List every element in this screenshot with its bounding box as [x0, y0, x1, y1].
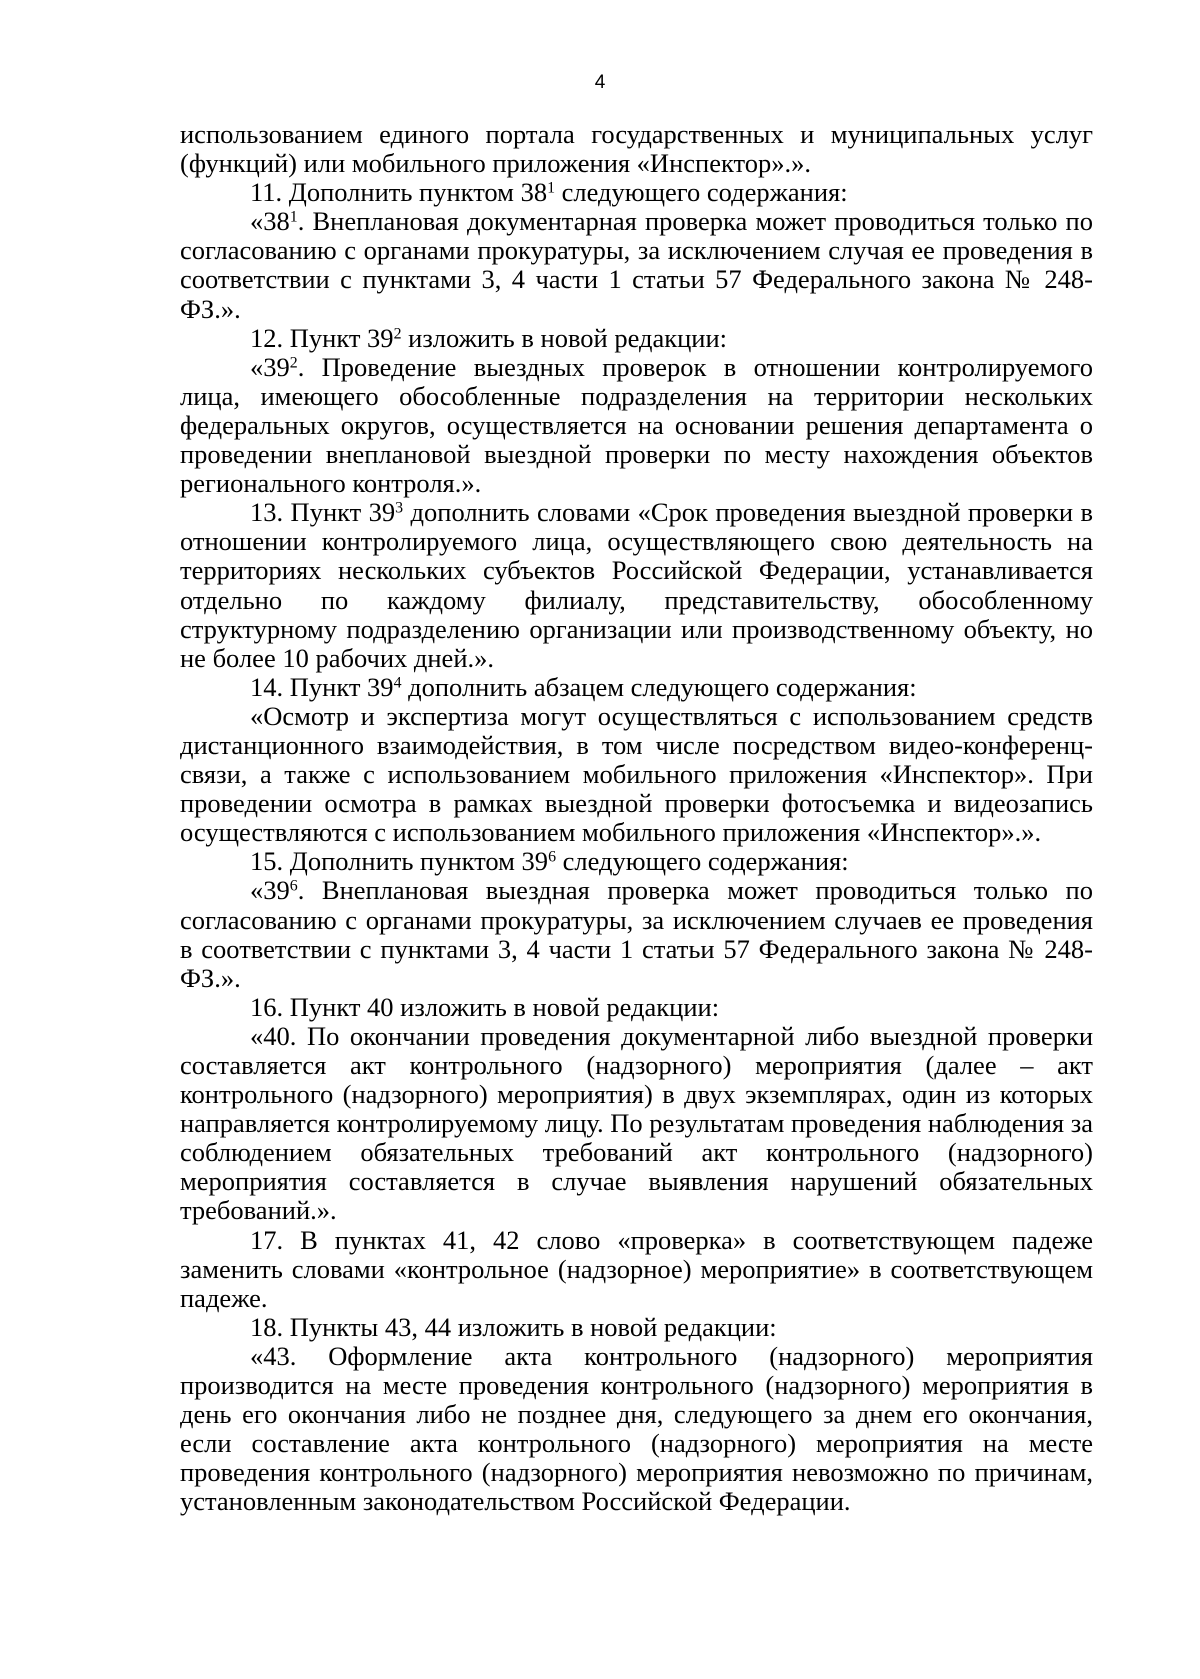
superscript: 4 [393, 674, 402, 692]
page-number: 4 [594, 72, 606, 93]
text-run: следующего содержания: [555, 177, 848, 208]
text-run: 13. Пункт 39 [250, 497, 396, 528]
paragraph [180, 702, 1093, 847]
paragraph [180, 207, 1093, 323]
superscript: 3 [395, 499, 404, 517]
text-run: дополнить абзацем следующего содержания: [401, 671, 917, 702]
paragraph [180, 1226, 1093, 1313]
superscript: 2 [289, 354, 298, 372]
text-run: 18. Пункты 43, 44 изложить в новой редакции: [250, 1311, 777, 1342]
superscript: 6 [289, 877, 298, 895]
paragraph [180, 1022, 1093, 1226]
superscript: 2 [393, 324, 402, 342]
text-run: «40. По окончании проведения документарной либо выездной проверки составляется акт контрольного (надзорного) мероприятия (далее – акт контрольного (надзорного) мероприятия) в двух экземплярах, один из которых направляется контролируемому лицу. По результатам проведения наблюдения за соблюдением обязательных требований акт контрольного (надзорного) мероприятия составляется в случае выявления нарушений обязательных требований.». [180, 1020, 1093, 1226]
paragraph [180, 324, 1093, 353]
document-body [180, 120, 1093, 1517]
text-run: «39 [250, 875, 290, 906]
superscript: 6 [548, 848, 557, 866]
text-run: «Осмотр и экспертиза могут осуществляться с использованием средств дистанционного взаимодействия, в том числе посредством видео-конференц-связи, а также с использованием мобильного приложения «Инспектор». При проведении осмотра в рамках выездной проверки фотосъемка и видеозапись осуществляются с использованием мобильного приложения «Инспектор».». [180, 700, 1093, 848]
text-run: 15. Дополнить пунктом 39 [250, 846, 549, 877]
text-run: изложить в новой редакции: [401, 322, 728, 353]
text-run: . Проведение выездных проверок в отношении контролируемого лица, имеющего обособленные подразделения на территории нескольких федеральных округов, осуществляется на основании решения департамента о проведении внеплановой выездной проверки по месту нахождения объектов регионального контроля.». [180, 351, 1093, 499]
text-run: «39 [250, 351, 290, 382]
text-run: 14. Пункт 39 [250, 671, 394, 702]
text-run: «43. Оформление акта контрольного (надзорного) мероприятия производится на месте проведения контрольного (надзорного) мероприятия в день его окончания либо не позднее дня, следующего за днем его окончания, если составление акта контрольного (надзорного) мероприятия на месте проведения контрольного (надзорного) мероприятия невозможно по причинам, установленным законодательством Российской Федерации. [180, 1340, 1093, 1517]
paragraph [180, 353, 1093, 498]
text-run: 12. Пункт 39 [250, 322, 394, 353]
paragraph [180, 178, 1093, 207]
paragraph [180, 847, 1093, 876]
text-run: 11. Дополнить пунктом 38 [250, 177, 548, 208]
paragraph [180, 498, 1093, 673]
paragraph [180, 120, 1093, 178]
text-run: «38 [250, 206, 290, 237]
text-run: . Внеплановая документарная проверка может проводиться только по согласованию с органами прокуратуры, за исключением случая ее проведения в соответствии с пунктами 3, 4 части 1 статьи 57 Федерального закона № 248-ФЗ.». [180, 206, 1093, 324]
text-run: 17. В пунктах 41, 42 слово «проверка» в соответствующем падеже заменить словами «контрольное (надзорное) мероприятие» в соответствующем падеже. [180, 1224, 1093, 1313]
text-run: использованием единого портала государственных и муниципальных услуг (функций) или мобильного приложения «Инспектор».». [180, 119, 1093, 179]
paragraph [180, 1313, 1093, 1342]
paragraph [180, 876, 1093, 992]
paragraph [180, 1342, 1093, 1517]
superscript: 1 [547, 179, 556, 197]
paragraph [180, 993, 1093, 1022]
text-run: . Внеплановая выездная проверка может проводиться только по согласованию с органами прокуратуры, за исключением случаев ее проведения в соответствии с пунктами 3, 4 части 1 статьи 57 Федерального закона № 248-ФЗ.». [180, 875, 1093, 993]
paragraph [180, 673, 1093, 702]
text-run: следующего содержания: [556, 846, 849, 877]
text-run: дополнить словами «Срок проведения выездной проверки в отношении контролируемого лица, осуществляющего свою деятельность на территориях нескольких субъектов Российской Федерации, устанавливается отдельно по каждому филиалу, представительству, обособленному структурному подразделению организации или производственному объекту, но не более 10 рабочих дней.». [180, 497, 1093, 673]
superscript: 1 [289, 208, 298, 226]
text-run: 16. Пункт 40 изложить в новой редакции: [250, 991, 720, 1022]
